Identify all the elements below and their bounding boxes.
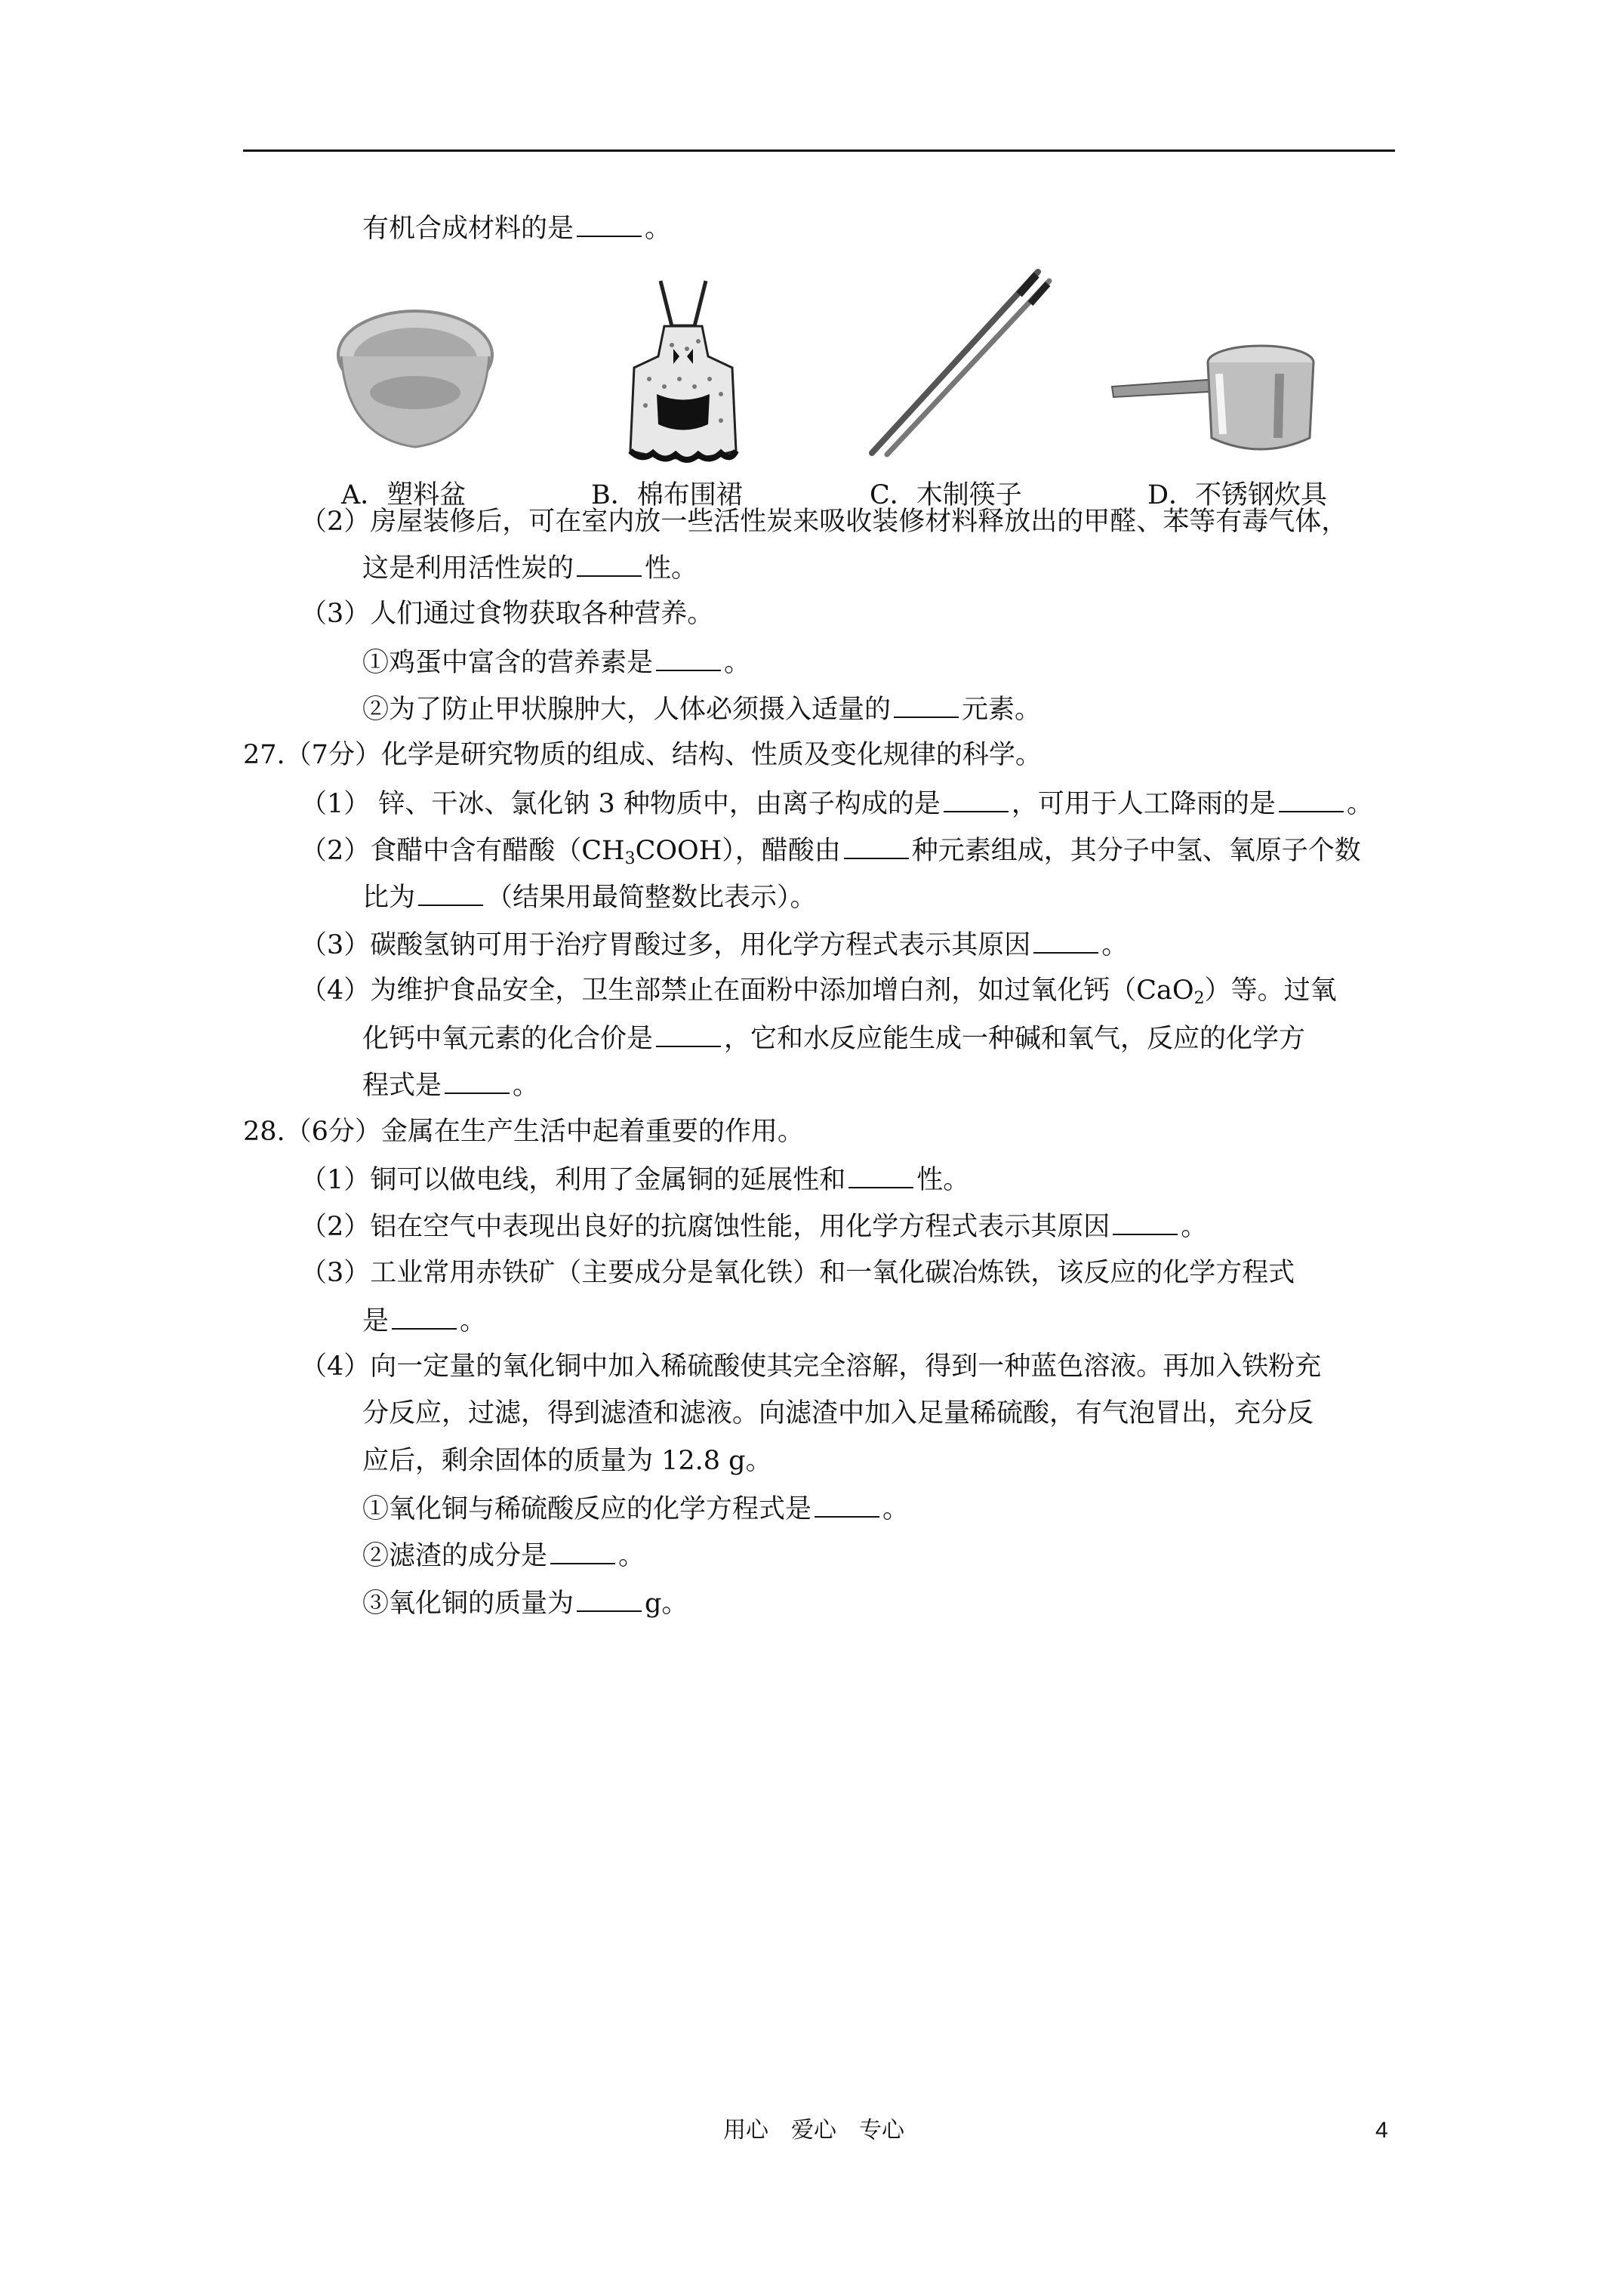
answer-blank: [894, 691, 959, 718]
answer-blank: [844, 832, 909, 859]
q27-4-line-a: （4）为维护食品安全，卫生部禁止在面粉中添加增白剂，如过氧化钙（CaO$_2$）等。过氧: [300, 975, 1337, 1008]
answer-blank: [815, 1490, 879, 1518]
answer-blank: [392, 1302, 457, 1330]
q28-3-line-a: （3）工业常用赤铁矿（主要成分是氧化铁）和一氧化碳冶炼铁，该反应的化学方程式: [300, 1258, 1295, 1288]
q28-4-line-c: 应后，剩余固体的质量为 12.8 g。: [362, 1446, 772, 1476]
q26-1-tail: 有机合成材料的是 。: [362, 210, 671, 246]
answer-blank: [1113, 1208, 1178, 1235]
chopsticks-image: [864, 264, 1053, 461]
q28-4-2-line: ②滤渣的成分是 。: [362, 1537, 645, 1573]
answer-blank: [656, 1020, 721, 1047]
q28-heading: 28.（6分）金属在生产生活中起着重要的作用。: [243, 1117, 804, 1147]
q27-2-line-b: 比为 （结果用最简整数比表示）。: [362, 879, 817, 915]
answer-blank: [418, 879, 483, 906]
answer-blank: [577, 550, 642, 577]
q27-4-line-b: 化钙中氧元素的化合价是 ，它和水反应能生成一种碱和氧气，反应的化学方: [362, 1020, 1305, 1056]
answer-blank: [550, 1537, 615, 1564]
q26-3-line: （3）人们通过食物获取各种营养。: [300, 599, 714, 629]
q27-4-line-c: 程式是 。: [362, 1067, 539, 1103]
q28-2-line: （2）铝在空气中表现出良好的抗腐蚀性能，用化学方程式表示其原因 。: [300, 1208, 1207, 1244]
q27-2-line-a: （2）食醋中含有醋酸$(CH_3COOH)$，醋酸由 种元素组成，其分子中氢、氧原子个数: [300, 832, 1361, 877]
option-c-label: C．木制筷子: [870, 480, 1022, 510]
plastic-basin-image: [332, 302, 498, 468]
q26-3-1-line: ①鸡蛋中富含的营养素是 。: [362, 644, 750, 680]
answer-blank: [1279, 785, 1344, 812]
header-rule: [243, 149, 1395, 152]
q28-4-line-a: （4）向一定量的氧化铜中加入稀硫酸使其完全溶解，得到一种蓝色溶液。再加入铁粉充: [300, 1351, 1322, 1382]
footer-motto: 用心 爱心 专心: [723, 2117, 904, 2143]
answer-blank: [944, 785, 1009, 812]
answer-blank: [1033, 926, 1098, 954]
q27-1-line: （1） 锌、干冰、氯化钠 3 种物质中，由离子构成的是 ，可用于人工降雨的是 。: [300, 785, 1373, 821]
q28-1-line: （1）铜可以做电线，利用了金属铜的延展性和 性。: [300, 1161, 969, 1197]
q28-4-3-line: ③氧化铜的质量为 g。: [362, 1585, 688, 1621]
q26-2-line-a: （2）房屋装修后，可在室内放一些活性炭来吸收装修材料释放出的甲醛、苯等有毒气体，: [300, 507, 1348, 537]
q28-3-line-b: 是 。: [362, 1302, 486, 1339]
answer-blank: [848, 1161, 913, 1188]
answer-blank: [577, 1585, 642, 1612]
option-a-label: A．塑料盆: [341, 480, 467, 510]
q27-heading: 27.（7分）化学是研究物质的组成、结构、性质及变化规律的科学。: [243, 740, 1042, 770]
option-b-label: B．棉布围裙: [591, 480, 743, 510]
apron-image: [627, 273, 740, 470]
page-number: 4: [1375, 2118, 1388, 2143]
q28-4-1-line: ①氧化铜与稀硫酸反应的化学方程式是 。: [362, 1490, 909, 1527]
stainless-pot-image: [1106, 332, 1317, 461]
q28-4-line-b: 分反应，过滤，得到滤渣和滤液。向滤渣中加入足量稀硫酸，有气泡冒出，充分反: [362, 1398, 1314, 1428]
answer-blank: [445, 1067, 510, 1094]
q26-3-2-line: ②为了防止甲状腺肿大，人体必须摄入适量的 元素。: [362, 691, 1041, 727]
answer-blank: [656, 644, 721, 671]
q26-2-line-b: 这是利用活性炭的 性。: [362, 550, 698, 586]
option-d-label: D．不锈钢炊具: [1147, 480, 1328, 510]
answer-blank: [577, 210, 642, 237]
q27-3-line: （3）碳酸氢钠可用于治疗胃酸过多，用化学方程式表示其原因 。: [300, 926, 1128, 963]
